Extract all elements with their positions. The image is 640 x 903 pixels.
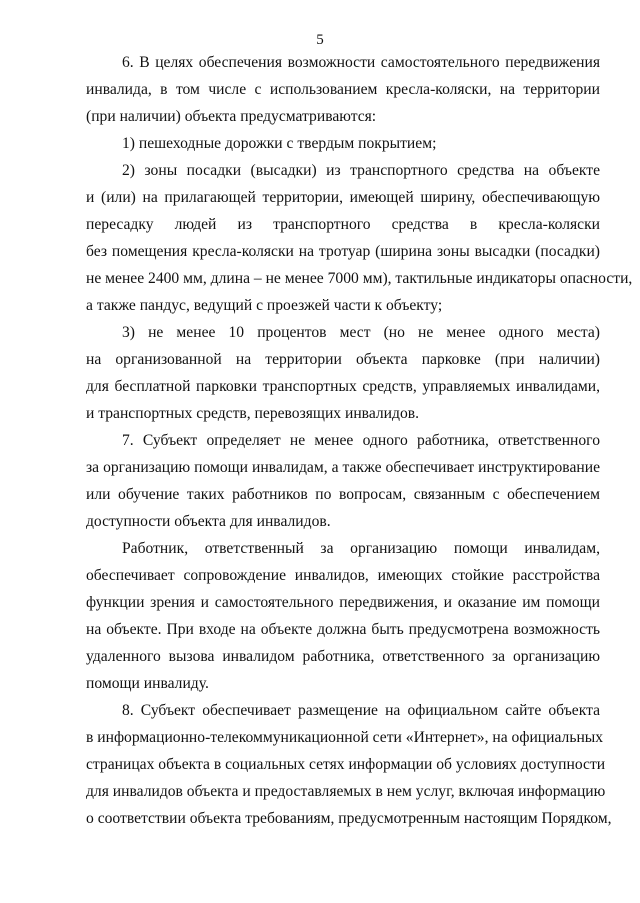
item-2-line-5: не менее 2400 мм, длина – не менее 7000 мм), тактильные индикаторы опасности, (86, 270, 633, 287)
paragraph-worker-line-3: функции зрения и самостоятельного передвижения, и оказание им помощи (86, 594, 600, 611)
paragraph-worker-line-2: обеспечивает сопровождение инвалидов, имеющих стойкие расстройства (86, 567, 600, 584)
item-3-line-4: и транспортных средств, перевозящих инвалидов. (86, 405, 420, 422)
page-number: 5 (316, 32, 324, 48)
item-1-line-1: 1) пешеходные дорожки с твердым покрытием; (122, 135, 437, 152)
item-2-line-6: а также пандус, ведущий с проезжей части к объекту; (86, 297, 443, 314)
item-2-line-3: пересадку людей из транспортного средства в кресла-коляски (86, 216, 600, 233)
item-2-line-4: без помещения кресла-коляски на тротуар (ширина зоны высадки (посадки) (86, 243, 600, 260)
paragraph-worker-line-5: удаленного вызова инвалидом работника, ответственного за организацию (86, 648, 600, 665)
paragraph-8-line-1: 8. Субъект обеспечивает размещение на официальном сайте объекта (122, 702, 600, 719)
paragraph-worker-line-6: помощи инвалиду. (86, 675, 209, 692)
paragraph-7-line-3: или обучение таких работников по вопросам, связанным с обеспечением (86, 486, 600, 503)
item-3-line-3: для бесплатной парковки транспортных средств, управляемых инвалидами, (86, 378, 600, 395)
item-3-line-2: на организованной на территории объекта парковке (при наличии) (86, 351, 600, 368)
paragraph-7-line-1: 7. Субъект определяет не менее одного работника, ответственного (122, 432, 600, 449)
paragraph-8-line-5: о соответствии объекта требованиям, предусмотренным настоящим Порядком, (86, 810, 612, 827)
item-2-line-1: 2) зоны посадки (высадки) из транспортного средства на объекте (122, 162, 600, 179)
paragraph-7-line-4: доступности объекта для инвалидов. (86, 513, 331, 530)
paragraph-6-line-1: 6. В целях обеспечения возможности самостоятельного передвижения (122, 54, 600, 71)
item-3-line-1: 3) не менее 10 процентов мест (но не менее одного места) (122, 324, 600, 341)
item-2-line-2: и (или) на прилагающей территории, имеющей ширину, обеспечивающую (86, 189, 600, 206)
paragraph-8-line-3: страницах объекта в социальных сетях информации об условиях доступности (86, 756, 606, 773)
document-body (86, 49, 633, 832)
paragraph-8-line-2: в информационно-телекоммуникационной сети «Интернет», на официальных (86, 729, 604, 746)
paragraph-7-line-2: за организацию помощи инвалидам, а также обеспечивает инструктирование (86, 459, 600, 476)
paragraph-worker-line-4: на объекте. При входе на объекте должна быть предусмотрена возможность (86, 621, 600, 638)
paragraph-8-line-4: для инвалидов объекта и предоставляемых в нем услуг, включая информацию (86, 783, 606, 800)
paragraph-6-line-3: (при наличии) объекта предусматриваются: (86, 108, 377, 125)
paragraph-6-line-2: инвалида, в том числе с использованием кресла-коляски, на территории (86, 81, 600, 98)
paragraph-worker-line-1: Работник, ответственный за организацию помощи инвалидам, (122, 540, 600, 557)
